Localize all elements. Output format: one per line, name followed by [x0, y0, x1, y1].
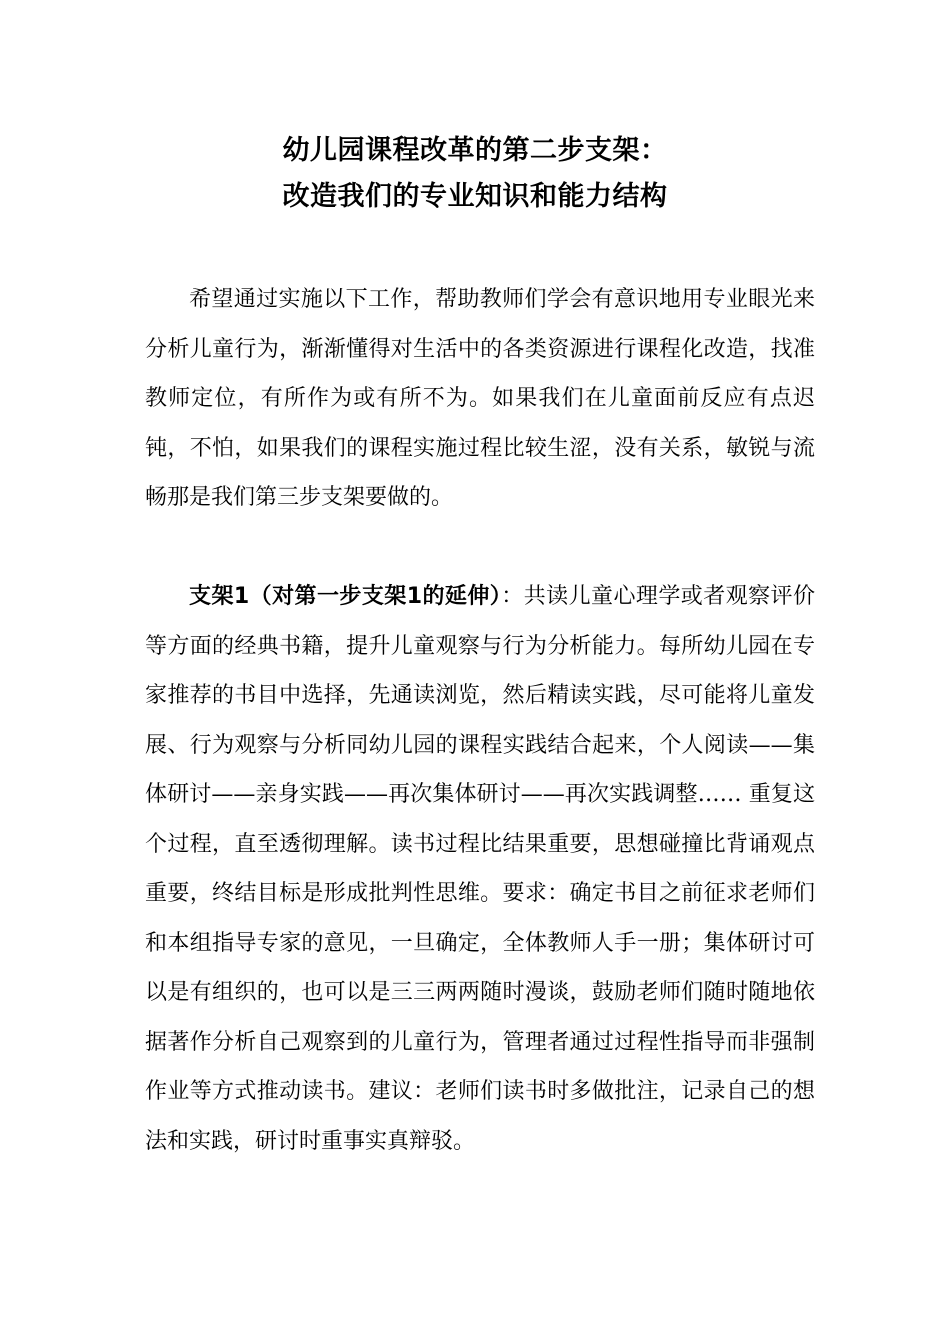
intro-paragraph: 希望通过实施以下工作，帮助教师们学会有意识地用专业眼光来分析儿童行为，渐渐懂得对生活中的各类资源进行课程化改造，找准教师定位，有所作为或有所不为。如果我们在儿童面前反应有点迟钝，不怕，如果我们的课程实施过程比较生涩，没有关系，敏锐与流畅那是我们第三步支架要做的。	[145, 287, 815, 510]
scaffold-1-heading: 支架1（对第一步支架1的延伸）	[189, 584, 502, 609]
scaffold-1-paragraph	[145, 572, 815, 1166]
document-title	[0, 128, 950, 220]
title-line-1: 幼儿园课程改革的第二步支架：	[282, 135, 668, 166]
scaffold-1-text: ：共读儿童心理学或者观察评价等方面的经典书籍，提升儿童观察与行为分析能力。每所幼儿园在专家推荐的书目中选择，先通读浏览，然后精读实践，尽可能将儿童发展、行为观察与分析同幼儿园的课程实践结合起来，个人阅读——集体研讨——亲身实践——再次集体研讨——再次实践调整…… 重复这个过程，直至透彻理解。读书过程比结果重要，思想碰撞比背诵观点重要，终结目标是形成批判性思维。要求：确定书目之前征求老师们和本组指导专家的意见，一旦确定，全体教师人手一册；集体研讨可以是有组织的，也可以是三三两两随时漫谈，鼓励老师们随时随地依据著作分析自己观察到的儿童行为，管理者通过过程性指导而非强制作业等方式推动读书。建议：老师们读书时多做批注，记录自己的想法和实践，研讨时重事实真辩驳。	[145, 584, 815, 1154]
title-line-2: 改造我们的专业知识和能力结构	[282, 181, 668, 212]
